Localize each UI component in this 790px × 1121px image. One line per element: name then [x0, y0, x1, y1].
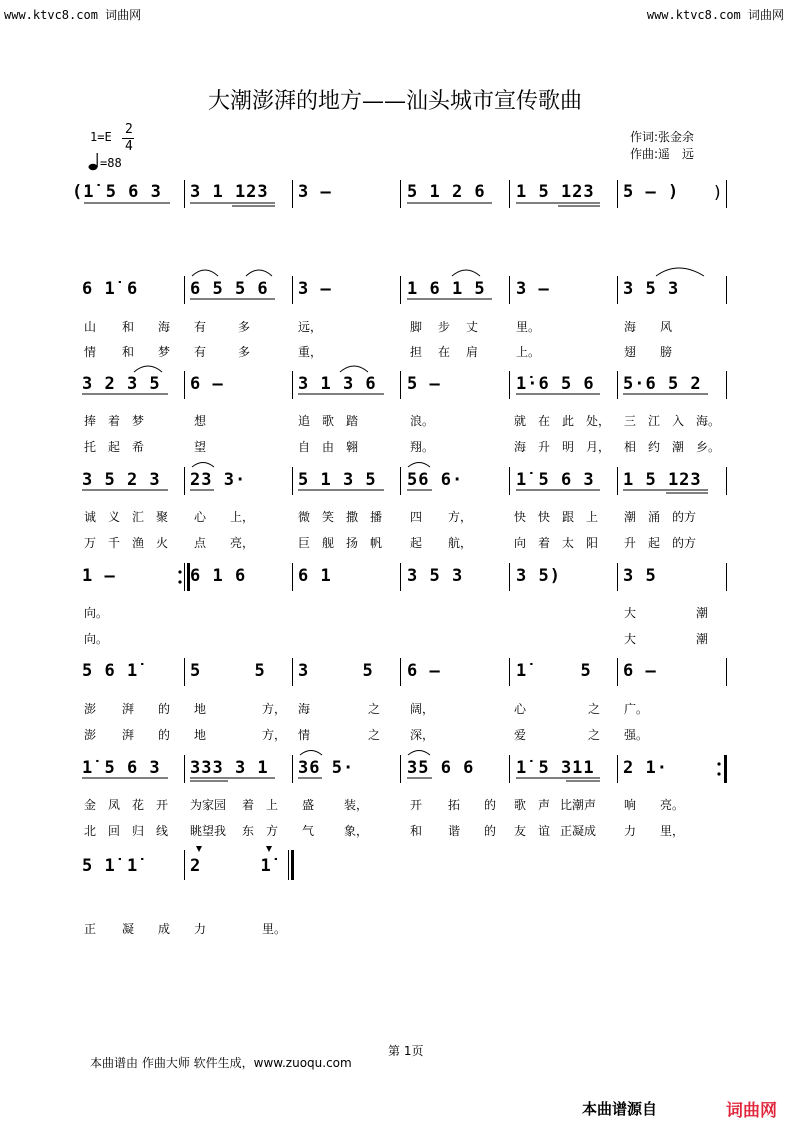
bar-line	[400, 563, 401, 591]
lyric: 处，	[586, 414, 611, 428]
notes-row-1-m2: 3 1 123	[190, 182, 269, 202]
notes-row-5-m6: 3 5	[623, 566, 657, 586]
lyric: 相	[624, 440, 637, 454]
lyric: 有	[194, 345, 207, 359]
lyric: 正	[84, 922, 97, 936]
notes-row-2-m1: 6 1̇ 6	[82, 279, 139, 299]
lyric: 扬	[346, 536, 359, 550]
lyric: 东	[242, 824, 255, 838]
lyric: 渔	[132, 536, 145, 550]
song-title: 大潮澎湃的地方——汕头城市宣传歌曲	[207, 89, 582, 114]
notes-row-1-m4: 5 1 2 6	[407, 182, 486, 202]
lyric: 海	[158, 320, 171, 334]
lyric: 凝	[122, 922, 135, 936]
lyric: 的	[484, 824, 497, 838]
lyric: 潮	[624, 510, 637, 524]
lyric: 风	[660, 320, 673, 334]
lyric: 火	[156, 536, 169, 550]
lyric: 谊	[538, 824, 551, 838]
lyric: 梦	[132, 414, 145, 428]
lyric: 踏	[346, 414, 359, 428]
notes-row-1-m6: 5 — )	[623, 182, 680, 202]
lyric: 托	[84, 440, 97, 454]
lyric: 方，	[262, 702, 287, 716]
lyric: 方	[266, 824, 279, 838]
notes-row-6-m4: 6 —	[407, 661, 441, 681]
lyric: 三	[624, 414, 637, 428]
lyric: 山	[84, 320, 97, 334]
lyric: 脚	[410, 320, 423, 334]
lyric: 多	[238, 345, 251, 359]
bar-line	[292, 755, 293, 783]
notes-row-3-m1: 3 2 3 5	[82, 374, 161, 394]
repeat-start-thin	[184, 563, 185, 591]
lyric: 此	[562, 414, 575, 428]
lyric: 强。	[624, 728, 649, 742]
notes-row-7-m3: 36 5·	[298, 758, 355, 778]
lyric: 线	[156, 824, 169, 838]
bar-line	[292, 180, 293, 208]
bar-line	[292, 467, 293, 495]
lyric: 肩	[466, 345, 479, 359]
lyric: 义	[108, 510, 121, 524]
lyric: 潮	[696, 632, 709, 646]
lyric: 舰	[322, 536, 335, 550]
lyric: 乡。	[696, 440, 721, 454]
lyric: 正凝成	[560, 824, 597, 838]
notes-row-4-m6: 1 5 123	[623, 470, 702, 490]
lyric: 起	[410, 536, 423, 550]
lyric: 向。	[84, 632, 109, 646]
lyric: 远，	[298, 320, 323, 334]
bar-line	[400, 276, 401, 304]
lyric: 大	[624, 606, 637, 620]
lyric: 海	[624, 320, 637, 334]
lyric: 捧	[84, 414, 97, 428]
bar-line	[726, 658, 727, 686]
bar-line	[617, 755, 618, 783]
notes-row-4-m2: 23 3·	[190, 470, 247, 490]
lyric: 和	[410, 824, 423, 838]
notes-row-5-m1: 1 —	[82, 566, 116, 586]
bar-line	[509, 467, 510, 495]
notes-row-3-m3: 3 1 3 6	[298, 374, 377, 394]
bar-line	[726, 180, 727, 208]
lyric: 上。	[516, 345, 541, 359]
notes-row-7-m5: 1̇ 5 311	[516, 758, 595, 778]
lyric: 象，	[344, 824, 369, 838]
notes-row-6-m6: 6 —	[623, 661, 657, 681]
lyric: 着	[108, 414, 121, 428]
site-header-left: www.ktvc8.com 词曲网	[4, 8, 142, 22]
lyric: 着	[242, 798, 255, 812]
lyric: 聚	[156, 510, 169, 524]
lyric: 快	[514, 510, 527, 524]
bar-line	[509, 180, 510, 208]
composer-credit: 作曲:遥 远	[630, 147, 695, 161]
notes-row-4-m5: 1̇ 5 6 3	[516, 470, 595, 490]
bracket-close: )	[714, 183, 721, 203]
lyric: 自	[298, 440, 311, 454]
source-label: 本曲谱源自	[582, 1100, 658, 1118]
bar-line	[617, 658, 618, 686]
bar-line	[509, 755, 510, 783]
lyric: 里。	[262, 922, 287, 936]
lyric: 上	[266, 798, 279, 812]
time-signature-bottom: 4	[125, 139, 133, 154]
bar-line	[726, 563, 727, 591]
notes-row-8-m2: 2 1̇	[190, 856, 272, 876]
bar-line	[292, 563, 293, 591]
lyric: 声	[538, 798, 551, 812]
lyric: 快	[538, 510, 551, 524]
notes-row-4-m1: 3 5 2 3	[82, 470, 161, 490]
notes-row-5-m5: 3 5)	[516, 566, 561, 586]
site-header-right: www.ktvc8.com 词曲网	[646, 8, 784, 22]
bar-line	[509, 371, 510, 399]
lyric: 友	[514, 824, 527, 838]
notes-row-2-m5: 3 —	[516, 279, 550, 299]
lyric: 和	[122, 320, 135, 334]
lyric: 由	[322, 440, 335, 454]
lyric: 亮，	[230, 536, 255, 550]
notes-row-3-m2: 6 —	[190, 374, 224, 394]
notes-row-4-m4: 56 6·	[407, 470, 464, 490]
lyric: 谐	[448, 824, 461, 838]
notes-row-6-m3: 3 5	[298, 661, 374, 681]
lyric: 盛	[302, 798, 315, 812]
lyric: 北	[84, 824, 97, 838]
lyric: 起	[108, 440, 121, 454]
bar-line	[400, 658, 401, 686]
notes-row-1-m3: 3 —	[298, 182, 332, 202]
lyric: 约	[648, 440, 661, 454]
lyric: 和	[122, 345, 135, 359]
lyric: 爱	[514, 728, 527, 742]
notes-row-3-m4: 5 —	[407, 374, 441, 394]
lyric: 有	[194, 320, 207, 334]
lyric: 广。	[624, 702, 649, 716]
bar-line	[184, 371, 185, 399]
notes-row-8-m1: 5 1̇ 1̇	[82, 856, 139, 876]
lyric: 眺望我	[190, 824, 227, 838]
lyric: 着	[538, 536, 551, 550]
lyric: 上，	[230, 510, 255, 524]
lyric: 涌	[648, 510, 661, 524]
notes-row-3-m5: 1̇·6 5 6	[516, 374, 595, 394]
lyric: 拓	[448, 798, 461, 812]
bar-line	[617, 563, 618, 591]
lyric: 大	[624, 632, 637, 646]
lyric: 力	[194, 922, 207, 936]
repeat-end-thick	[724, 755, 727, 783]
lyric: 诚	[84, 510, 97, 524]
notes-row-5-m4: 3 5 3	[407, 566, 464, 586]
notes-row-6-m5: 1̇ 5	[516, 661, 592, 681]
lyric: 望	[194, 440, 207, 454]
lyric: 海	[514, 440, 527, 454]
lyric: 江	[648, 414, 661, 428]
lyric: 就	[514, 414, 527, 428]
lyric: 成	[158, 922, 171, 936]
notes-row-6-m1: 5 6 1̇	[82, 661, 139, 681]
repeat-start-thick	[187, 563, 190, 591]
lyric: 在	[438, 345, 451, 359]
lyric: 的方	[672, 536, 697, 550]
lyric: 重，	[298, 345, 323, 359]
lyric: 在	[538, 414, 551, 428]
lyric: 翱	[346, 440, 359, 454]
lyric: 地	[194, 702, 207, 716]
lyric: 澎	[84, 702, 97, 716]
notes-row-4-m3: 5 1 3 5	[298, 470, 377, 490]
lyric: 入	[672, 414, 685, 428]
lyric: 巨	[298, 536, 311, 550]
notes-row-6-m2: 5 5	[190, 661, 266, 681]
lyric: 想	[194, 414, 207, 428]
lyric: 澎	[84, 728, 97, 742]
lyric: 开	[156, 798, 169, 812]
lyric: 追	[298, 414, 311, 428]
lyric: 歌	[322, 414, 335, 428]
final-bar-thin	[288, 850, 289, 880]
notes-row-7-m2: 333 3 1	[190, 758, 269, 778]
bar-line	[184, 658, 185, 686]
lyric: 阔，	[410, 702, 435, 716]
lyric: 之	[588, 728, 601, 742]
bar-line	[509, 658, 510, 686]
lyric: 力	[624, 824, 637, 838]
bar-line	[292, 658, 293, 686]
bar-line	[400, 371, 401, 399]
lyric: 比潮声	[560, 798, 597, 812]
lyric: 向。	[84, 606, 109, 620]
lyric: 汇	[132, 510, 145, 524]
lyric: 深，	[410, 728, 435, 742]
page-number: 第 1页	[388, 1044, 424, 1058]
lyric: 方，	[448, 510, 473, 524]
lyric: 心	[194, 510, 207, 524]
notes-row-5-m2: 6 1 6	[190, 566, 247, 586]
notes-row-1-m1: (1̇ 5 6 3	[72, 182, 162, 202]
lyric: 阳	[586, 536, 599, 550]
lyric: 为家园	[190, 798, 227, 812]
lyric: 明	[562, 440, 575, 454]
notes-row-2-m6: 3 5 3	[623, 279, 680, 299]
lyric: 之	[588, 702, 601, 716]
lyric: 升	[538, 440, 551, 454]
lyric: 笑	[322, 510, 335, 524]
beams	[82, 203, 708, 781]
bar-line	[726, 371, 727, 399]
lyric: 起	[648, 536, 661, 550]
lyric: 月，	[586, 440, 611, 454]
lyric: 归	[132, 824, 145, 838]
generator-note: 本曲谱由 作曲大师 软件生成，www.zuoqu.com	[90, 1056, 352, 1070]
time-signature-top: 2	[125, 122, 133, 137]
lyric: 歌	[514, 798, 527, 812]
lyric: 响	[624, 798, 637, 812]
lyric: 的方	[672, 510, 697, 524]
notes-row-7-m6: 2 1·	[623, 758, 668, 778]
lyric: 航，	[448, 536, 473, 550]
bar-line	[400, 467, 401, 495]
bar-line	[184, 276, 185, 304]
bar-line	[184, 850, 185, 880]
bar-line	[617, 180, 618, 208]
lyric: 海	[298, 702, 311, 716]
bar-line	[400, 755, 401, 783]
bar-line	[617, 467, 618, 495]
lyric: 潮	[696, 606, 709, 620]
lyric: 播	[370, 510, 383, 524]
lyric: 帆	[370, 536, 383, 550]
lyric: 点	[194, 536, 207, 550]
lyric: 情	[298, 728, 311, 742]
bar-line	[617, 276, 618, 304]
notes-row-1-m5: 1 5 123	[516, 182, 595, 202]
lyric: 翅	[624, 345, 637, 359]
lyric: 里。	[516, 320, 541, 334]
lyric: 花	[132, 798, 145, 812]
lyric: 情	[84, 345, 97, 359]
bar-line	[292, 371, 293, 399]
bar-line	[184, 467, 185, 495]
tempo-marking: =88	[100, 156, 122, 170]
accent-marks	[196, 846, 272, 852]
lyric: 开	[410, 798, 423, 812]
bar-line	[184, 180, 185, 208]
notes-row-7-m4: 35 6 6	[407, 758, 475, 778]
lyric: 上	[586, 510, 599, 524]
notes-row-2-m3: 3 —	[298, 279, 332, 299]
bar-line	[184, 755, 185, 783]
lyric: 向	[514, 536, 527, 550]
lyric: 太	[562, 536, 575, 550]
bar-line	[400, 180, 401, 208]
lyric: 心	[514, 702, 527, 716]
lyric: 浪。	[410, 414, 435, 428]
bar-line	[726, 276, 727, 304]
bar-line	[509, 276, 510, 304]
lyric: 微	[298, 510, 311, 524]
lyric: 翔。	[410, 440, 435, 454]
key-signature: 1=E	[90, 130, 112, 144]
bar-line	[726, 467, 727, 495]
lyric: 亮。	[660, 798, 685, 812]
lyric: 的	[484, 798, 497, 812]
notes-row-3-m6: 5·6 5 2	[623, 374, 702, 394]
lyric: 跟	[562, 510, 575, 524]
final-bar-thick	[291, 850, 294, 880]
lyric: 方，	[262, 728, 287, 742]
lyricist-credit: 作词:张金余	[630, 130, 695, 144]
bar-line	[292, 276, 293, 304]
notes-row-7-m1: 1̇ 5 6 3	[82, 758, 161, 778]
lyric: 之	[368, 702, 381, 716]
notes-row-5-m3: 6 1	[298, 566, 332, 586]
lyric: 海。	[696, 414, 721, 428]
bar-line	[509, 563, 510, 591]
lyric: 撒	[346, 510, 359, 524]
lyric: 希	[132, 440, 145, 454]
lyric: 万	[84, 536, 97, 550]
lyric: 千	[108, 536, 121, 550]
lyric: 梦	[158, 345, 171, 359]
lyric: 升	[624, 536, 637, 550]
lyric: 里，	[660, 824, 685, 838]
lyric: 潮	[672, 440, 685, 454]
lyric: 之	[368, 728, 381, 742]
lyric: 丈	[466, 320, 479, 334]
lyric: 湃	[122, 702, 135, 716]
lyric: 担	[410, 345, 423, 359]
lyric: 膀	[660, 345, 673, 359]
notes-row-2-m2: 6 5 5 6	[190, 279, 269, 299]
lyric: 地	[194, 728, 207, 742]
lyric: 的	[158, 702, 171, 716]
lyric: 多	[238, 320, 251, 334]
lyric: 四	[410, 510, 423, 524]
lyric: 凤	[108, 798, 121, 812]
lyric: 气	[302, 824, 315, 838]
lyric: 步	[438, 320, 451, 334]
bar-line	[617, 371, 618, 399]
lyric: 回	[108, 824, 121, 838]
lyric: 装，	[344, 798, 369, 812]
lyric: 的	[158, 728, 171, 742]
lyric: 湃	[122, 728, 135, 742]
source-brand-logo[interactable]: 词曲网	[726, 1101, 777, 1121]
lyric: 金	[84, 798, 97, 812]
notes-row-2-m4: 1 6 1 5	[407, 279, 486, 299]
